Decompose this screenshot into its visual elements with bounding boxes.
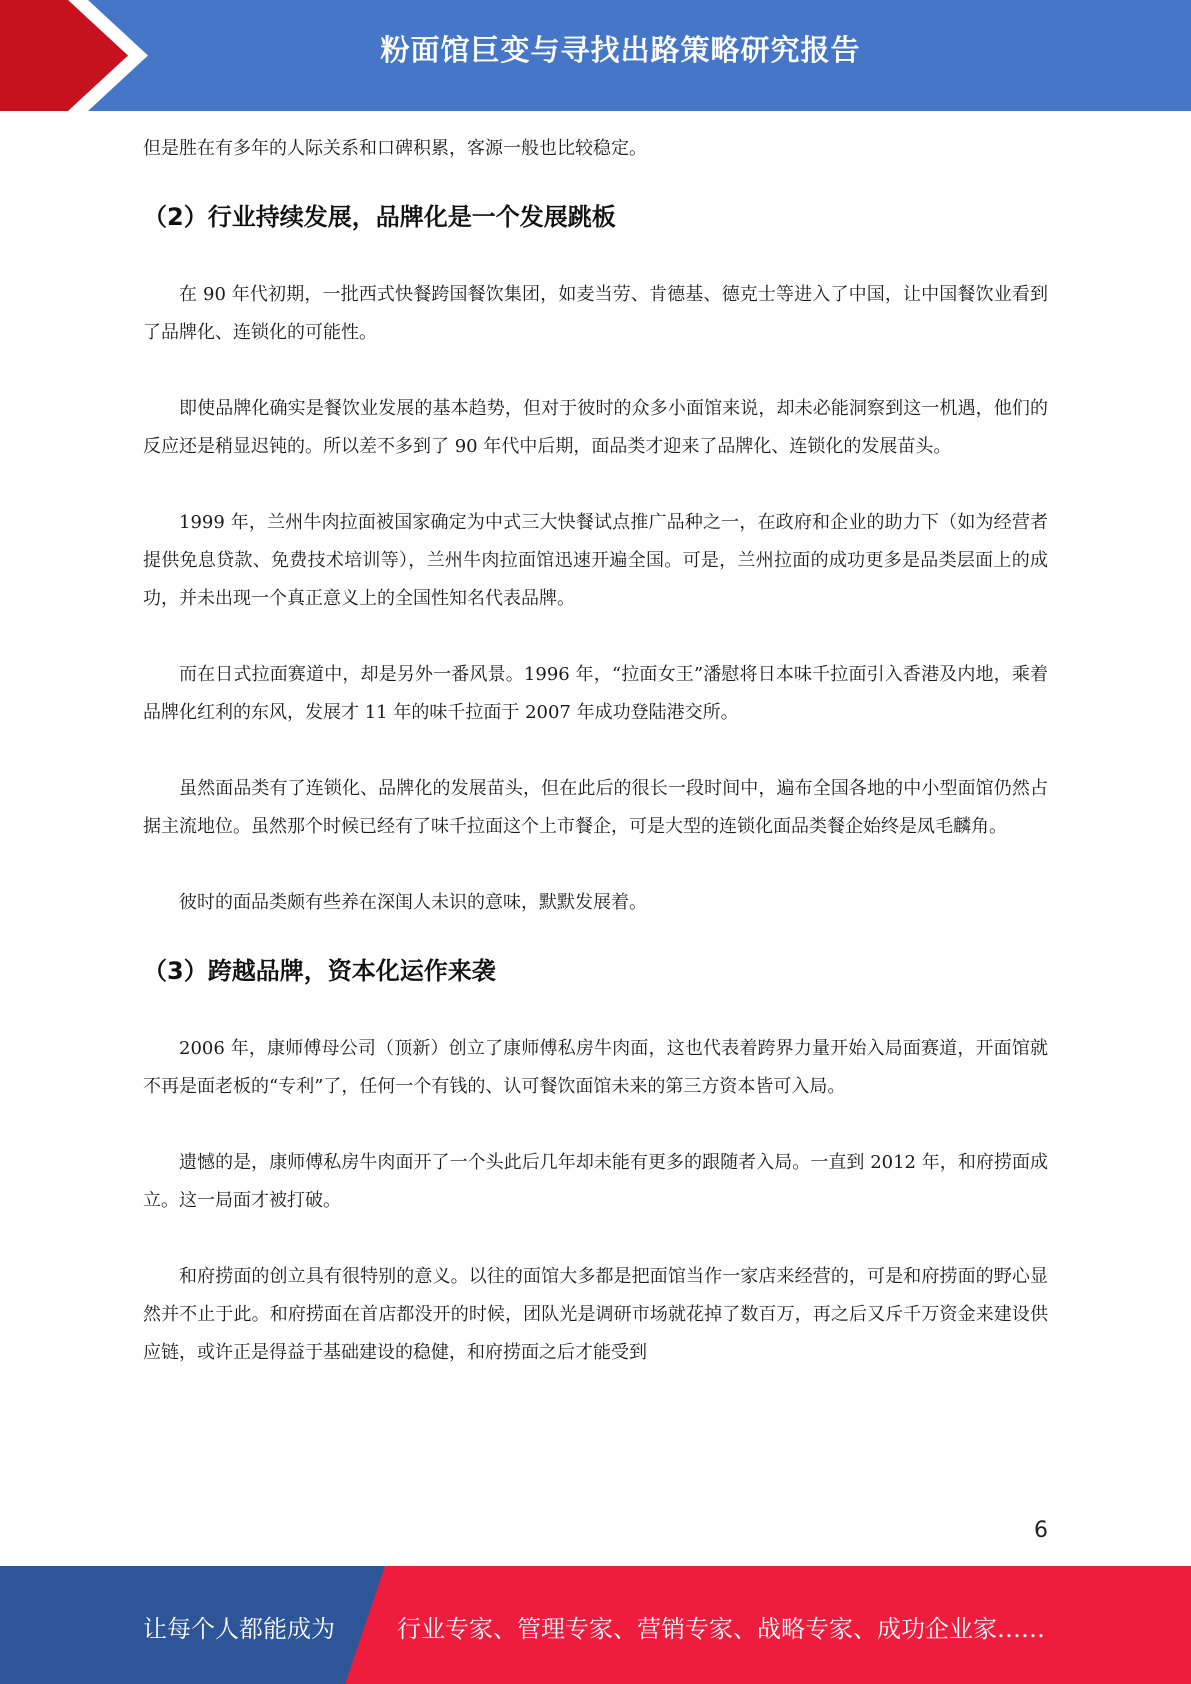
footer-banner	[0, 1566, 1191, 1684]
paragraph: 在 90 年代初期，一批西式快餐跨国餐饮集团，如麦当劳、肯德基、德克士等进入了中国，让中国餐饮业看到了品牌化、连锁化的可能性。	[143, 284, 1048, 343]
paragraph: 虽然面品类有了连锁化、品牌化的发展苗头，但在此后的很长一段时间中，遍布全国各地的中小型面馆仍然占据主流地位。虽然那个时候已经有了味千拉面这个上市餐企，可是大型的连锁化面品类餐企始终是凤毛麟角。	[143, 778, 1048, 837]
footer-slogan-left: 让每个人都能成为	[143, 1615, 335, 1643]
paragraph: 即使品牌化确实是餐饮业发展的基本趋势，但对于彼时的众多小面馆来说，却未必能洞察到这一机遇，他们的反应还是稍显迟钝的。所以差不多到了 90 年代中后期，面品类才迎来了品牌化、连锁化的发展苗头。	[143, 398, 1048, 457]
paragraph: 2006 年，康师傅母公司（顶新）创立了康师傅私房牛肉面，这也代表着跨界力量开始入局面赛道，开面馆就不再是面老板的“专利”了，任何一个有钱的、认可餐饮面馆未来的第三方资本皆可入局。	[143, 1038, 1048, 1097]
paragraph: 而在日式拉面赛道中，却是另外一番风景。1996 年，“拉面女王”潘慰将日本味千拉面引入香港及内地，乘着品牌化红利的东风，发展才 11 年的味千拉面于 2007 年成功登陆港交所。	[143, 664, 1048, 723]
paragraph: 彼时的面品类颇有些养在深闺人未识的意味，默默发展着。	[179, 892, 647, 913]
paragraph: 和府捞面的创立具有很特别的意义。以往的面馆大多都是把面馆当作一家店来经营的，可是和府捞面的野心显然并不止于此。和府捞面在首店都没开的时候，团队光是调研市场就花掉了数百万，再之后又斥千万资金来建设供应链，或许正是得益于基础建设的稳健，和府捞面之后才能受到	[143, 1266, 1048, 1363]
paragraph: 但是胜在有多年的人际关系和口碑积累，客源一般也比较稳定。	[143, 138, 647, 159]
report-title: 粉面馆巨变与寻找出路策略研究报告	[380, 33, 861, 67]
section-heading-3: （3）跨越品牌，资本化运作来袭	[143, 957, 496, 985]
paragraph: 1999 年，兰州牛肉拉面被国家确定为中式三大快餐试点推广品种之一，在政府和企业的助力下（如为经营者提供免息贷款、免费技术培训等），兰州牛肉拉面馆迅速开遍全国。可是，兰州拉面的成功更多是品类层面上的成功，并未出现一个真正意义上的全国性知名代表品牌。	[143, 512, 1048, 609]
section-heading-2: （2）行业持续发展，品牌化是一个发展跳板	[143, 203, 616, 231]
paragraph: 遗憾的是，康师傅私房牛肉面开了一个头此后几年却未能有更多的跟随者入局。一直到 2012 年，和府捞面成立。这一局面才被打破。	[143, 1152, 1048, 1211]
document-body	[143, 130, 1048, 1372]
page-number: 6	[1034, 1518, 1048, 1543]
footer-slogan-right: 行业专家、管理专家、营销专家、战略专家、成功企业家……	[397, 1615, 1045, 1643]
header-banner	[0, 0, 1191, 111]
